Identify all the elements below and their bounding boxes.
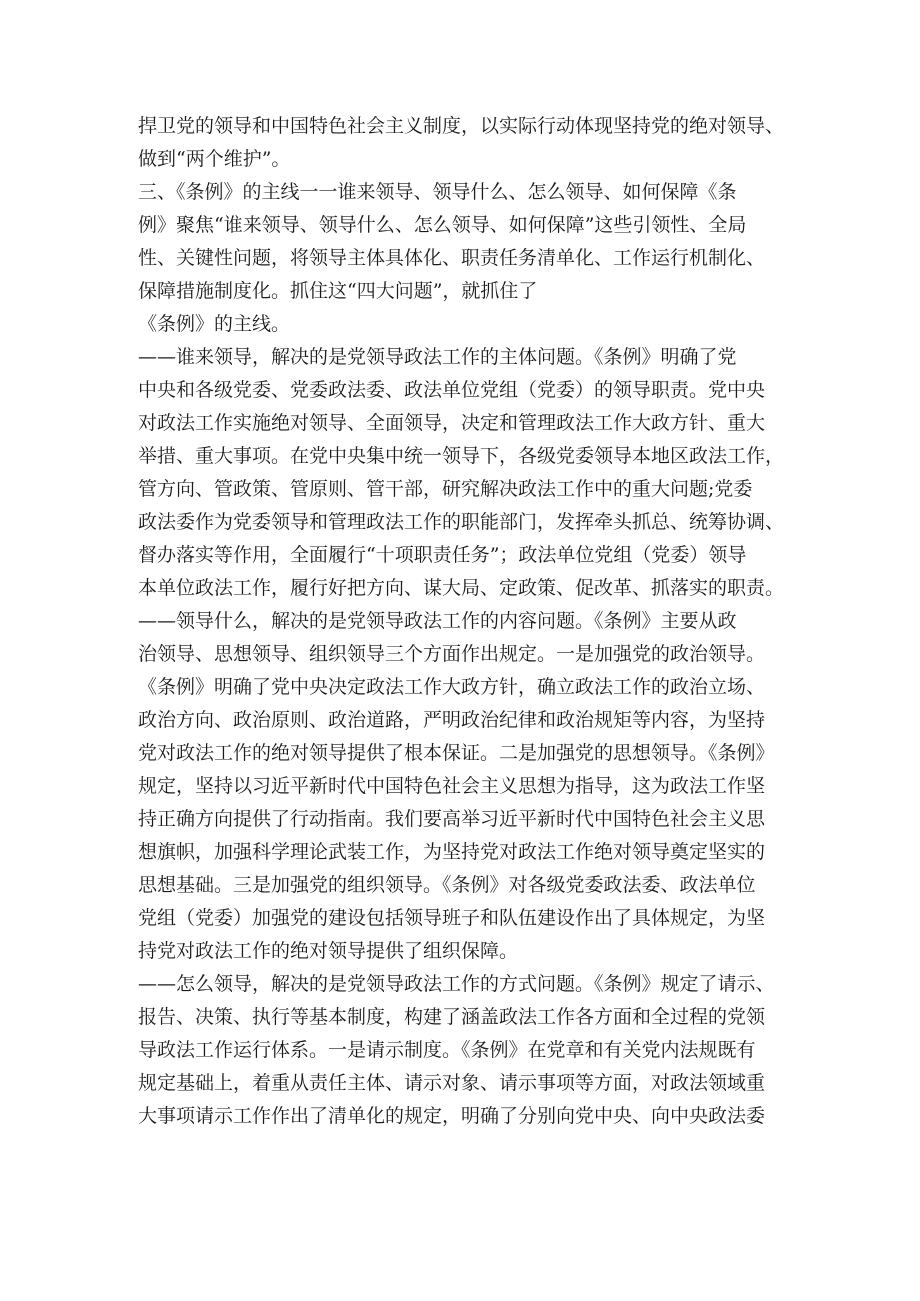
text-line: 本单位政法工作，履行好把方向、谋大局、定政策、促改革、抓落实的职责。	[138, 577, 785, 599]
text-line: 督办落实等作用，全面履行“十项职责任务”；政法单位党组（党委）领导	[138, 544, 747, 566]
text-line: 报告、决策、执行等基本制度，构建了涵盖政法工作各方面和全过程的党领	[138, 1006, 766, 1028]
text-line: ——谁来领导，解决的是党领导政法工作的主体问题。《条例》明确了党	[138, 346, 737, 368]
text-line: 政法委作为党委领导和管理政法工作的职能部门，发挥牵头抓总、统筹协调、	[138, 511, 785, 533]
text-line: 《条例》的主线。	[138, 313, 291, 335]
text-line: 想旗帜，加强科学理论武装工作，为坚持党对政法工作绝对领导奠定坚实的	[138, 841, 766, 863]
document-body	[138, 110, 798, 1133]
text-line: 捍卫党的领导和中国特色社会主义制度，以实际行动体现坚持党的绝对领导、	[138, 115, 785, 137]
text-line: 规定基础上，着重从责任主体、请示对象、请示事项等方面，对政法领域重	[138, 1072, 766, 1094]
text-line: 持党对政法工作的绝对领导提供了组织保障。	[138, 940, 519, 962]
text-line: 《条例》明确了党中央决定政法工作大政方针，确立政法工作的政治立场、	[138, 676, 766, 698]
text-line: ——领导什么，解决的是党领导政法工作的内容问题。《条例》主要从政	[138, 610, 737, 632]
text-line: 思想基础。三是加强党的组织领导。《条例》对各级党委政法委、政法单位	[138, 874, 756, 896]
text-line: 管方向、管政策、管原则、管干部，研究解决政法工作中的重大问题;党委	[138, 478, 753, 500]
text-line: 党组（党委）加强党的建设包括领导班子和队伍建设作出了具体规定，为坚	[138, 907, 766, 929]
text-line: 做到“两个维护”。	[138, 148, 291, 170]
text-line: 例》聚焦“谁来领导、领导什么、怎么领导、如何保障”这些引领性、全局	[138, 214, 747, 236]
text-line: 性、关键性问题，将领导主体具体化、职责任务清单化、工作运行机制化、	[138, 247, 766, 269]
text-line: 大事项请示工作作出了清单化的规定，明确了分别向党中央、向中央政法委	[138, 1105, 766, 1127]
text-line: 政治方向、政治原则、政治道路，严明政治纪律和政治规矩等内容，为坚持	[138, 709, 766, 731]
text-line: 导政法工作运行体系。一是请示制度。《条例》在党章和有关党内法规既有	[138, 1039, 756, 1061]
text-line: 保障措施制度化。抓住这“四大问题”，就抓住了	[138, 280, 538, 302]
text-line: 规定，坚持以习近平新时代中国特色社会主义思想为指导，这为政法工作坚	[138, 775, 766, 797]
text-line: 三、《条例》的主线一一谁来领导、领导什么、怎么领导、如何保障《条	[138, 181, 737, 203]
text-line: 党对政法工作的绝对领导提供了根本保证。二是加强党的思想领导。《条例》	[138, 742, 775, 764]
text-line: 举措、重大事项。在党中央集中统一领导下，各级党委领导本地区政法工作，	[138, 445, 785, 467]
text-line: 对政法工作实施绝对领导、全面领导，决定和管理政法工作大政方针、重大	[138, 412, 766, 434]
text-line: ——怎么领导，解决的是党领导政法工作的方式问题。《条例》规定了请示、	[138, 973, 775, 995]
text-line: 治领导、思想领导、组织领导三个方面作出规定。一是加强党的政治领导。	[138, 643, 766, 665]
text-line: 持正确方向提供了行动指南。我们要高举习近平新时代中国特色社会主义思	[138, 808, 766, 830]
text-line: 中央和各级党委、党委政法委、政法单位党组（党委）的领导职责。党中央	[138, 379, 766, 401]
